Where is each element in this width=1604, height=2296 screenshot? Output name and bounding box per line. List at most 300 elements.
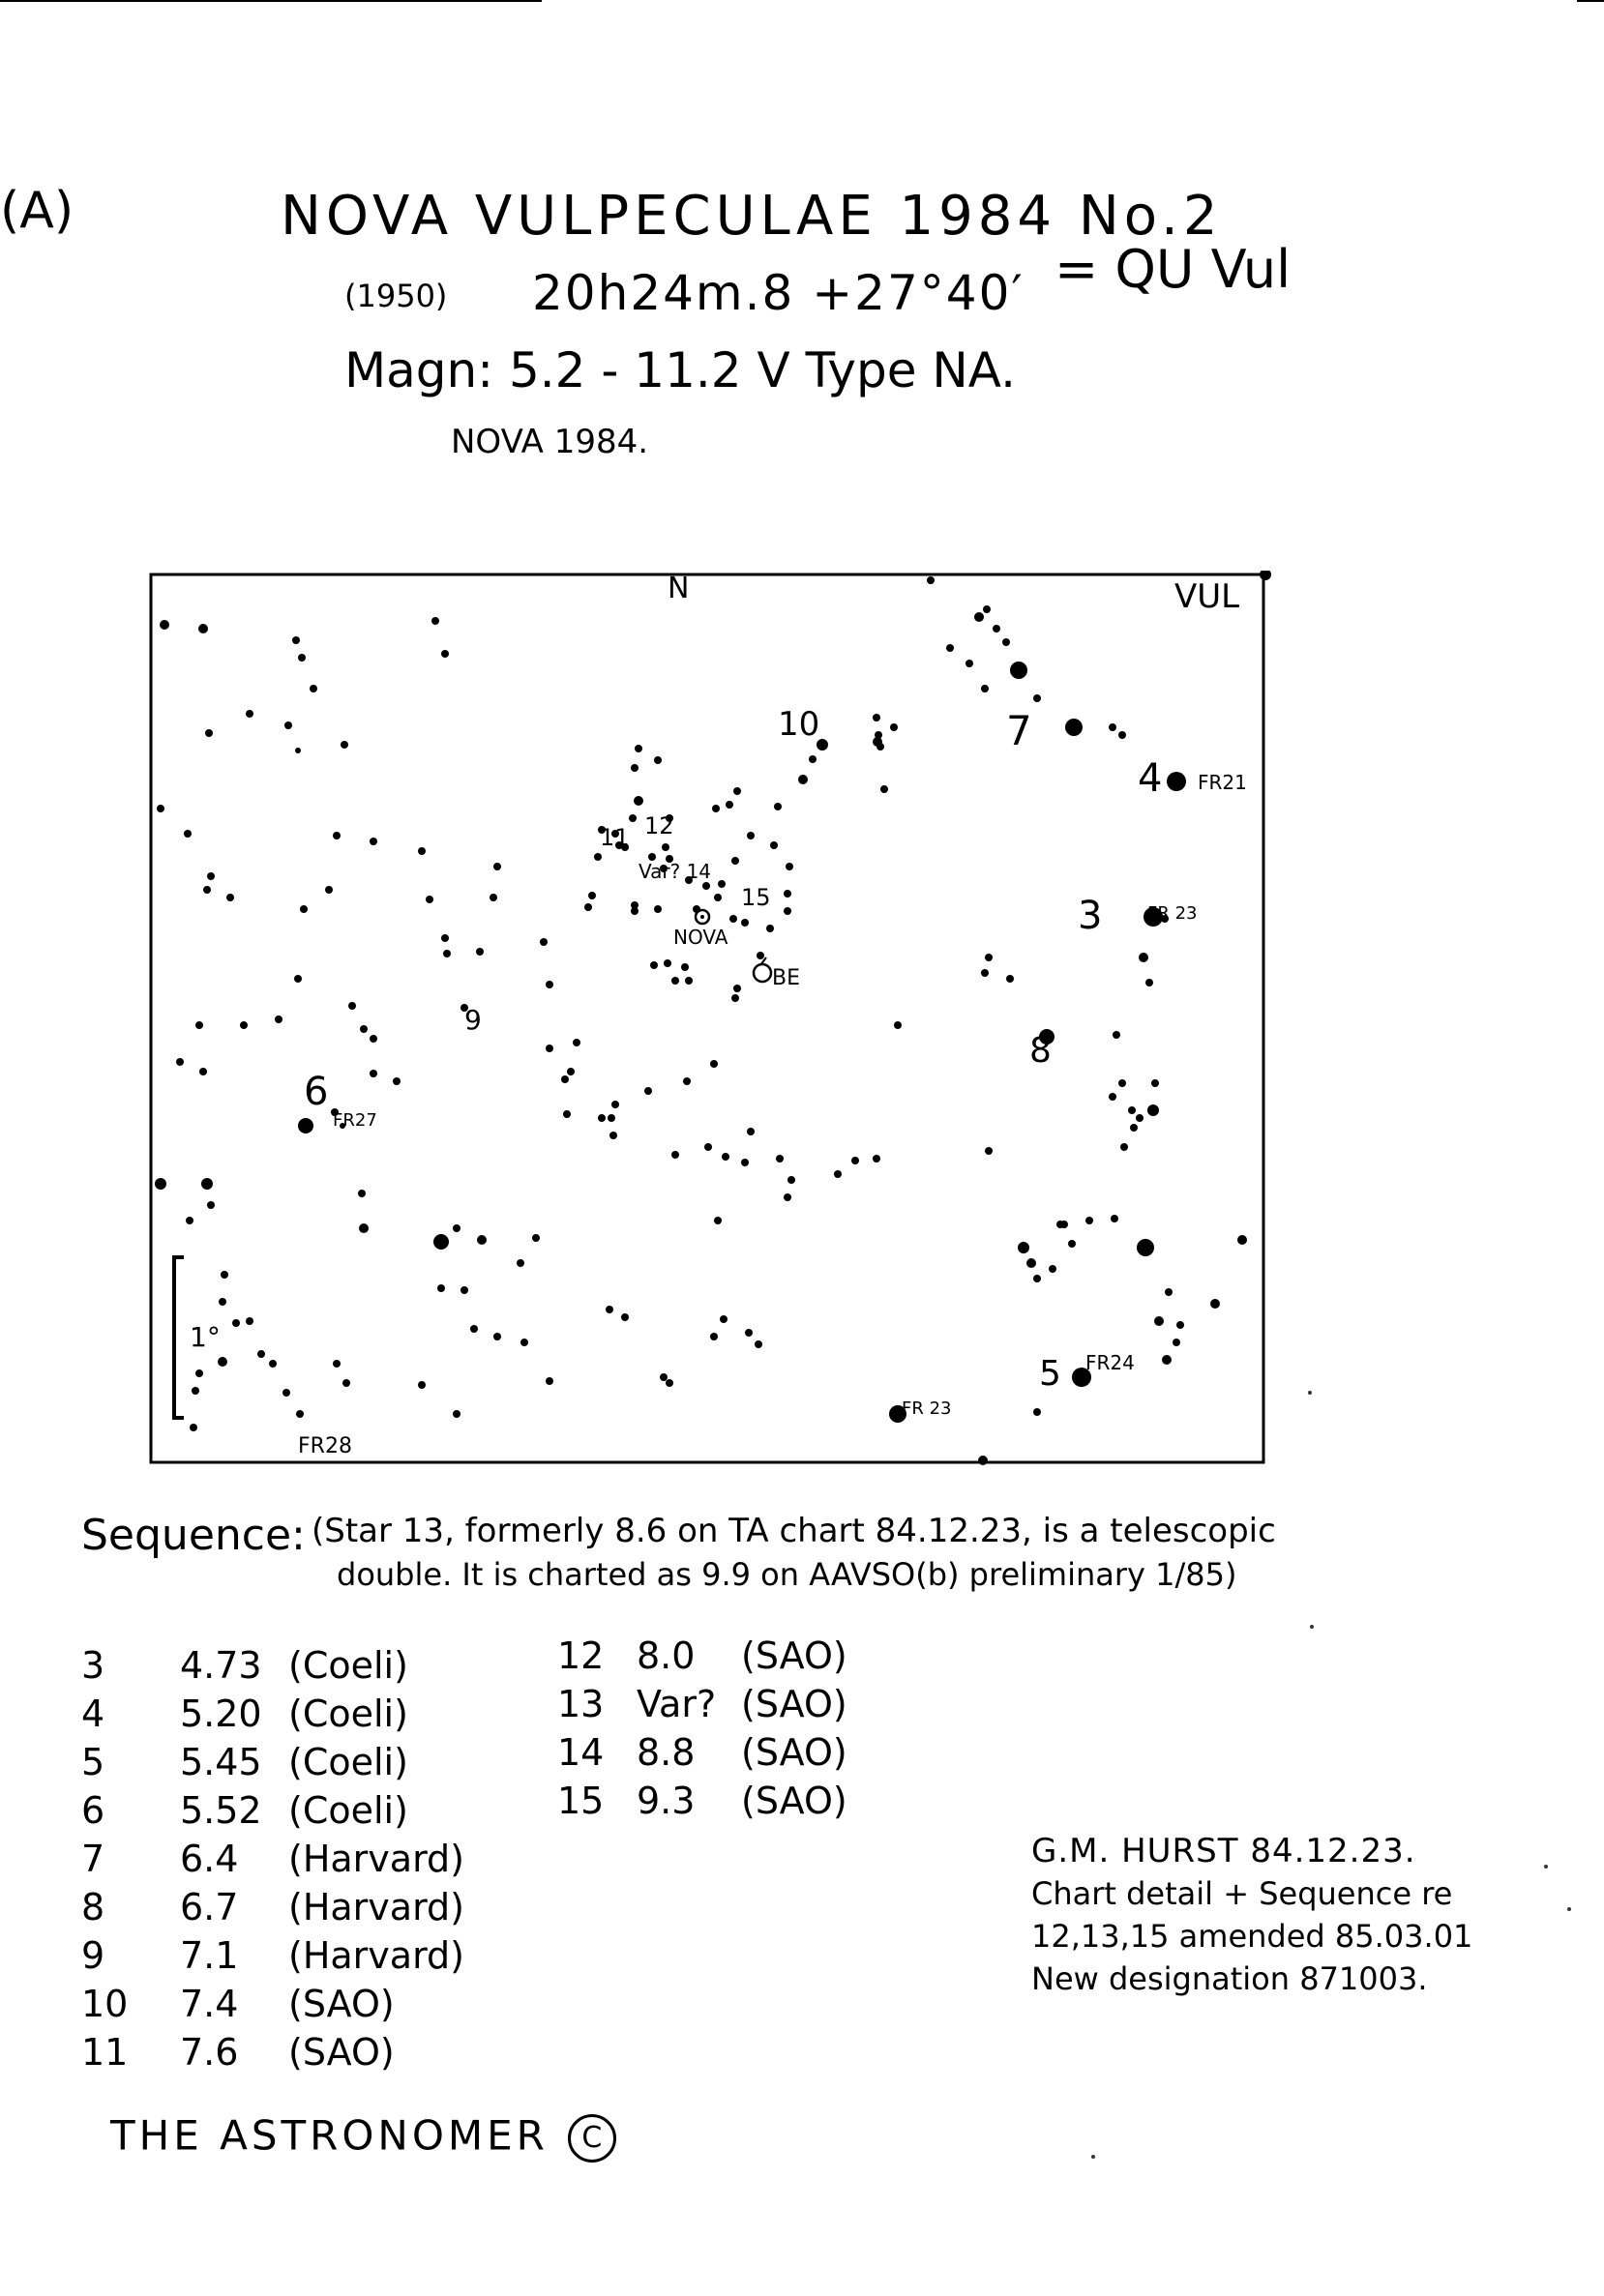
star xyxy=(965,660,973,667)
star xyxy=(476,948,484,956)
star xyxy=(890,723,898,731)
star-magnitude: 7.6 xyxy=(180,2031,239,2074)
star xyxy=(269,1360,277,1368)
star xyxy=(246,1317,253,1325)
star xyxy=(809,755,817,763)
star xyxy=(787,1176,795,1184)
star xyxy=(198,624,208,633)
star xyxy=(437,1284,445,1292)
star-source: (Coeli) xyxy=(288,1741,408,1783)
label-star-4: 4 xyxy=(1138,756,1163,801)
star-magnitude: 4.73 xyxy=(180,1644,262,1687)
star xyxy=(1033,1408,1041,1416)
star xyxy=(983,605,991,613)
star xyxy=(1109,723,1116,731)
star-source: (SAO) xyxy=(288,2031,395,2074)
be-marker xyxy=(754,957,771,982)
star xyxy=(774,803,782,810)
star xyxy=(660,1373,668,1381)
star xyxy=(671,1151,679,1159)
note-amended: 12,13,15 amended 85.03.01 xyxy=(1031,1918,1473,1955)
star-number: 9 xyxy=(81,1934,105,1977)
scale-label: 1° xyxy=(190,1321,221,1353)
star xyxy=(704,1143,712,1151)
sequence-row xyxy=(81,1886,464,1934)
star xyxy=(766,925,774,932)
star xyxy=(683,1077,691,1085)
star xyxy=(453,1410,460,1418)
star xyxy=(1033,1275,1041,1282)
scale-bar xyxy=(174,1257,184,1418)
star xyxy=(718,880,726,888)
label-star-9: 9 xyxy=(464,1004,482,1036)
star-field xyxy=(155,576,1247,1465)
star xyxy=(714,894,722,901)
star xyxy=(517,1259,524,1267)
star xyxy=(370,1035,377,1043)
star-magnitude: 5.20 xyxy=(180,1693,262,1735)
star xyxy=(629,814,637,822)
star xyxy=(532,1234,540,1242)
star xyxy=(685,977,693,985)
star xyxy=(985,1147,993,1155)
star xyxy=(282,1389,290,1397)
star xyxy=(1085,1217,1093,1224)
star xyxy=(978,1456,988,1465)
finder-chart xyxy=(145,571,1277,1470)
star xyxy=(296,1410,304,1418)
star xyxy=(712,805,720,812)
star xyxy=(358,1190,366,1197)
star xyxy=(540,938,548,946)
label-fr21: FR21 xyxy=(1198,771,1247,794)
star-magnitude: 6.7 xyxy=(180,1886,239,1928)
star xyxy=(635,745,642,752)
star xyxy=(584,903,592,911)
star xyxy=(292,636,300,644)
star xyxy=(609,1132,617,1139)
sequence-row xyxy=(81,1983,464,2031)
star-number: 13 xyxy=(557,1683,605,1725)
constellation-label: VUL xyxy=(1174,577,1240,616)
magnitude-line: Magn: 5.2 - 11.2 V Type NA. xyxy=(344,342,1016,398)
star-source: (SAO) xyxy=(288,1983,395,2025)
star xyxy=(1109,1093,1116,1101)
star xyxy=(1068,1240,1076,1248)
star xyxy=(284,721,292,729)
sequence-heading: Sequence: xyxy=(81,1511,306,1560)
star xyxy=(199,1068,207,1075)
label-fr23-lower: FR 23 xyxy=(902,1398,952,1419)
star xyxy=(784,907,791,915)
star xyxy=(1151,1079,1159,1087)
star xyxy=(219,1298,226,1306)
star-magnitude: 5.52 xyxy=(180,1789,262,1832)
star xyxy=(722,1153,729,1161)
star xyxy=(662,843,669,851)
label-star-7: 7 xyxy=(1006,707,1032,754)
star xyxy=(747,1128,755,1135)
star xyxy=(433,1234,449,1250)
star xyxy=(520,1339,528,1346)
star xyxy=(598,1114,606,1122)
coordinates: 20h24m.8 +27°40′ xyxy=(532,265,1025,321)
star xyxy=(981,969,989,977)
star xyxy=(1065,719,1083,736)
sequence-note-line1: (Star 13, formerly 8.6 on TA chart 84.12.23, is a telescopic xyxy=(312,1512,1276,1550)
star xyxy=(155,1178,166,1190)
label-star-10: 10 xyxy=(778,705,820,744)
star xyxy=(295,748,301,753)
star xyxy=(710,1060,718,1068)
star xyxy=(201,1178,213,1190)
star xyxy=(1006,975,1014,983)
star-source: (Coeli) xyxy=(288,1644,408,1687)
star xyxy=(195,1021,203,1029)
star-number: 5 xyxy=(81,1741,105,1783)
star xyxy=(493,863,501,870)
sequence-row xyxy=(81,1644,464,1693)
star xyxy=(894,1021,902,1029)
star xyxy=(546,1377,553,1385)
star xyxy=(1010,662,1027,679)
chart-frame xyxy=(151,574,1263,1462)
star-source: (SAO) xyxy=(741,1634,847,1677)
star xyxy=(873,1155,880,1163)
star xyxy=(348,1002,356,1010)
sequence-row xyxy=(557,1731,847,1780)
star xyxy=(567,1068,575,1075)
star xyxy=(747,832,755,839)
star xyxy=(359,1223,369,1233)
star xyxy=(195,1369,203,1377)
star xyxy=(1137,1239,1154,1256)
star xyxy=(563,1110,571,1118)
star xyxy=(300,905,308,913)
star xyxy=(681,963,689,971)
star-magnitude: 7.1 xyxy=(180,1934,239,1977)
star xyxy=(784,1193,791,1201)
star-magnitude: Var? xyxy=(637,1683,717,1725)
star-number: 3 xyxy=(81,1644,105,1687)
star xyxy=(294,975,302,983)
star xyxy=(325,886,333,894)
star xyxy=(731,994,739,1002)
star-magnitude: 9.3 xyxy=(637,1780,696,1822)
star xyxy=(927,576,935,584)
star xyxy=(880,785,888,793)
star xyxy=(1237,1235,1247,1245)
star xyxy=(203,886,211,894)
star-source: (SAO) xyxy=(741,1780,847,1822)
sequence-row xyxy=(557,1780,847,1828)
star xyxy=(221,1271,228,1279)
label-star-15: 15 xyxy=(741,884,771,911)
star xyxy=(275,1016,282,1023)
star xyxy=(729,915,737,923)
star xyxy=(298,654,306,662)
star xyxy=(418,847,426,855)
margin-speck xyxy=(1567,1907,1571,1911)
sequence-row xyxy=(81,1934,464,1983)
star xyxy=(176,1058,184,1066)
star xyxy=(418,1381,426,1389)
designation: = QU Vul xyxy=(1054,239,1292,300)
star xyxy=(232,1319,240,1327)
star xyxy=(1049,1265,1056,1273)
star xyxy=(654,905,662,913)
label-fr28: FR28 xyxy=(298,1434,352,1458)
note-chart-detail: Chart detail + Sequence re xyxy=(1031,1875,1453,1912)
star xyxy=(360,1025,368,1033)
north-label: N xyxy=(668,572,690,605)
copyright-icon: C xyxy=(568,2114,616,2163)
note-new-designation: New designation 871003. xyxy=(1031,1960,1428,1997)
star xyxy=(443,950,451,957)
star xyxy=(741,1159,749,1166)
star xyxy=(186,1217,193,1224)
star xyxy=(1118,731,1126,739)
label-star-3: 3 xyxy=(1078,894,1103,938)
star xyxy=(594,853,602,861)
star xyxy=(671,977,679,985)
star xyxy=(460,1286,468,1294)
star xyxy=(621,1313,629,1321)
star xyxy=(298,1118,313,1133)
star xyxy=(741,919,749,927)
star xyxy=(611,1101,619,1108)
star xyxy=(1113,1031,1120,1039)
margin-speck xyxy=(1310,1625,1314,1629)
star-magnitude: 8.8 xyxy=(637,1731,696,1774)
star xyxy=(1210,1299,1220,1309)
star xyxy=(654,756,662,764)
star xyxy=(470,1325,478,1333)
star xyxy=(1162,1355,1172,1365)
star xyxy=(370,1070,377,1077)
star-source: (SAO) xyxy=(741,1731,847,1774)
star-number: 12 xyxy=(557,1634,605,1677)
star-number: 8 xyxy=(81,1886,105,1928)
star-number: 15 xyxy=(557,1780,605,1822)
star xyxy=(207,872,215,880)
star xyxy=(1060,1221,1068,1228)
star xyxy=(453,1224,460,1232)
be-circle xyxy=(754,964,771,982)
nova-marker xyxy=(696,910,709,924)
star xyxy=(190,1424,197,1431)
star xyxy=(770,841,778,849)
star xyxy=(477,1235,487,1245)
star xyxy=(573,1039,580,1046)
star xyxy=(631,764,639,772)
star-source: (Coeli) xyxy=(288,1693,408,1735)
star xyxy=(784,890,791,898)
sequence-table-right xyxy=(557,1634,847,1828)
star xyxy=(160,620,169,630)
star-number: 6 xyxy=(81,1789,105,1832)
sequence-note-line2: double. It is charted as 9.9 on AAVSO(b) preliminary 1/85) xyxy=(337,1556,1237,1593)
star xyxy=(834,1170,842,1178)
star-source: (Harvard) xyxy=(288,1886,464,1928)
star xyxy=(1167,772,1186,791)
star xyxy=(714,1217,722,1224)
footer-text: THE ASTRONOMER xyxy=(110,2111,549,2160)
star xyxy=(631,901,639,909)
sequence-row xyxy=(81,2031,464,2079)
star-magnitude: 5.45 xyxy=(180,1741,262,1783)
star-number: 14 xyxy=(557,1731,605,1774)
star xyxy=(993,625,1000,633)
star xyxy=(1026,1258,1036,1268)
star xyxy=(1165,1288,1173,1296)
star xyxy=(1111,1215,1118,1222)
star xyxy=(184,830,192,838)
star xyxy=(757,952,764,959)
star xyxy=(1018,1242,1029,1253)
epoch: (1950) xyxy=(344,278,448,314)
star xyxy=(1118,1079,1126,1087)
star xyxy=(634,796,643,806)
star xyxy=(731,857,739,865)
star xyxy=(561,1075,569,1083)
star xyxy=(546,981,553,988)
star xyxy=(257,1350,265,1358)
top-rule xyxy=(0,0,542,2)
star xyxy=(441,650,449,658)
margin-speck xyxy=(1544,1865,1548,1869)
star xyxy=(205,729,213,737)
star xyxy=(745,1329,753,1337)
star xyxy=(606,1306,613,1313)
star xyxy=(588,892,596,899)
star xyxy=(426,896,433,903)
star xyxy=(246,710,253,718)
star xyxy=(1176,1321,1184,1329)
star xyxy=(666,1379,673,1387)
star xyxy=(720,1315,728,1323)
star xyxy=(873,737,882,747)
star-source: (Coeli) xyxy=(288,1789,408,1832)
star xyxy=(650,961,658,969)
label-var-14: Var? 14 xyxy=(639,860,712,883)
star xyxy=(776,1155,784,1163)
star-magnitude: 6.4 xyxy=(180,1838,239,1880)
label-fr23-upper: FR 23 xyxy=(1147,903,1198,924)
star xyxy=(1145,979,1153,986)
star xyxy=(644,1087,652,1095)
nova-center xyxy=(700,915,704,919)
star xyxy=(1136,1114,1144,1122)
star xyxy=(240,1021,248,1029)
star xyxy=(431,617,439,625)
star xyxy=(1173,1339,1180,1346)
star xyxy=(608,1114,615,1122)
label-star-11: 11 xyxy=(600,824,630,851)
star xyxy=(710,1333,718,1340)
star-source: (Harvard) xyxy=(288,1838,464,1880)
star xyxy=(733,985,741,992)
star xyxy=(333,1360,341,1368)
label-star-5: 5 xyxy=(1039,1354,1061,1394)
footer xyxy=(110,2111,616,2163)
star xyxy=(726,801,733,809)
frame-corner-dot xyxy=(1260,571,1271,580)
star xyxy=(226,894,234,901)
sequence-row xyxy=(81,1741,464,1789)
star xyxy=(490,894,497,901)
star xyxy=(546,1045,553,1052)
star xyxy=(207,1201,215,1209)
nova-name: NOVA 1984. xyxy=(451,423,649,461)
star xyxy=(341,741,348,749)
corner-label: (A) xyxy=(0,182,74,240)
star xyxy=(370,838,377,845)
star xyxy=(1033,694,1041,702)
star xyxy=(981,685,989,692)
sequence-table-left xyxy=(81,1644,464,2079)
labels xyxy=(298,705,1247,1458)
star xyxy=(664,959,671,967)
star xyxy=(702,882,710,890)
star-number: 11 xyxy=(81,2031,129,2074)
star xyxy=(157,805,164,812)
star-source: (SAO) xyxy=(741,1683,847,1725)
star-magnitude: 7.4 xyxy=(180,1983,239,2025)
star xyxy=(733,787,741,795)
star xyxy=(493,1333,501,1340)
star xyxy=(192,1387,199,1395)
star xyxy=(786,863,793,870)
star-number: 10 xyxy=(81,1983,129,2025)
star xyxy=(1147,1104,1159,1116)
star xyxy=(310,685,317,692)
margin-speck xyxy=(1308,1391,1312,1395)
star xyxy=(873,714,880,721)
star xyxy=(755,1340,762,1348)
star xyxy=(333,832,341,839)
star xyxy=(1120,1143,1128,1151)
star xyxy=(1139,953,1148,962)
sequence-row xyxy=(81,1789,464,1838)
star xyxy=(342,1379,350,1387)
label-star-6: 6 xyxy=(304,1070,329,1114)
top-rule-right xyxy=(1577,0,1604,2)
star xyxy=(985,954,993,961)
star xyxy=(851,1157,859,1164)
label-star-12: 12 xyxy=(644,812,674,839)
star xyxy=(798,775,808,784)
author-notes xyxy=(1031,1830,1472,2000)
sequence-row xyxy=(557,1634,847,1683)
sequence-row xyxy=(81,1838,464,1886)
star xyxy=(218,1357,227,1367)
page-title: NOVA VULPECULAE 1984 No.2 xyxy=(281,185,1223,248)
note-author-date: G.M. HURST 84.12.23. xyxy=(1031,1832,1416,1870)
label-be: BE xyxy=(772,966,800,990)
label-star-8: 8 xyxy=(1029,1031,1052,1071)
star xyxy=(946,644,954,652)
star-magnitude: 8.0 xyxy=(637,1634,696,1677)
star xyxy=(1154,1316,1164,1326)
star xyxy=(974,612,984,622)
label-nova: NOVA xyxy=(673,926,728,949)
star-number: 7 xyxy=(81,1838,105,1880)
star-source: (Harvard) xyxy=(288,1934,464,1977)
star xyxy=(1002,638,1010,646)
star xyxy=(1128,1106,1136,1114)
star xyxy=(1130,1124,1138,1132)
